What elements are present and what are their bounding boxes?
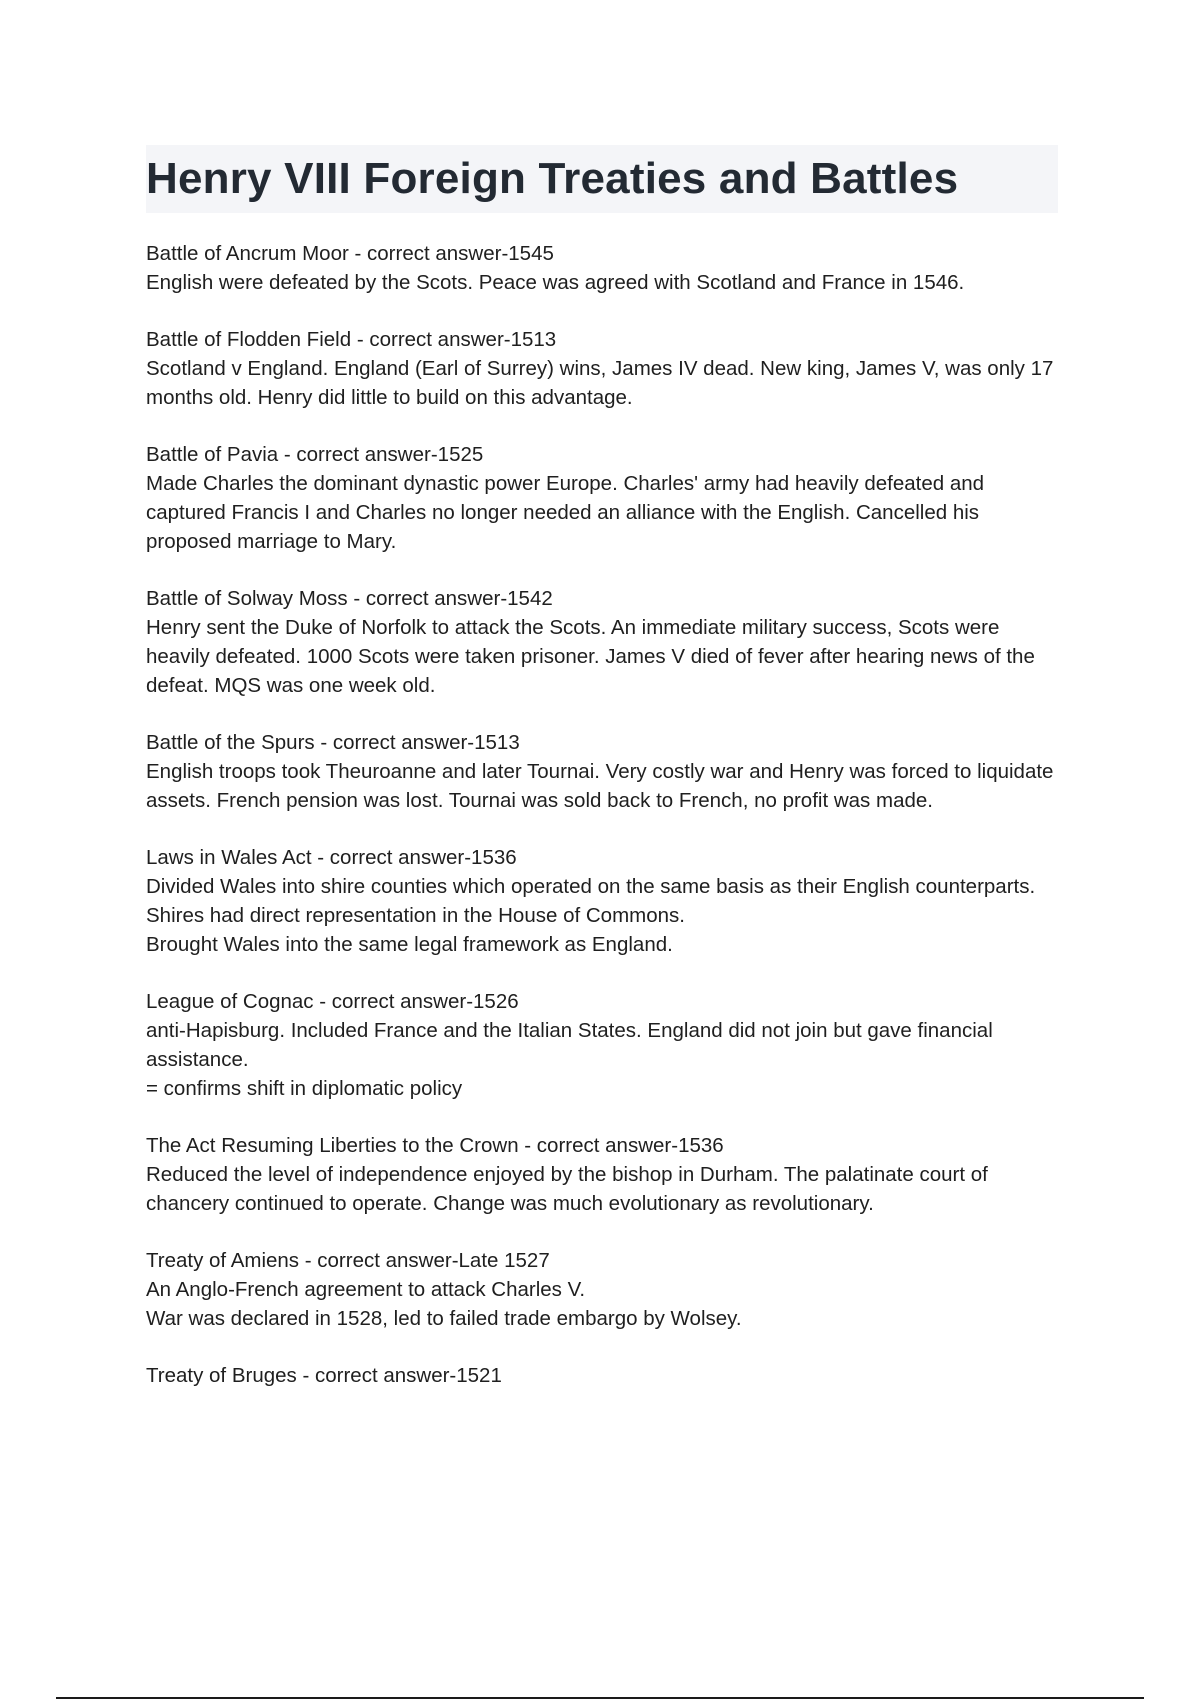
entry-list <box>146 239 1058 1390</box>
flashcard-entry <box>146 1361 1058 1390</box>
flashcard-entry <box>146 987 1058 1103</box>
entry-answer-line: anti-Hapisburg. Included France and the Italian States. England did not join but gave financial assistance. <box>146 1019 993 1071</box>
entry-answer-line: Reduced the level of independence enjoyed by the bishop in Durham. The palatinate court of chancery continued to operate. Change was much evolutionary as revolutionary. <box>146 1163 988 1215</box>
flashcard-entry <box>146 440 1058 556</box>
flashcard-entry <box>146 843 1058 959</box>
entry-heading: Battle of the Spurs - correct answer-1513 <box>146 731 520 754</box>
entry-answer-line: Shires had direct representation in the House of Commons. <box>146 904 685 927</box>
entry-answer-line: English were defeated by the Scots. Peace was agreed with Scotland and France in 1546. <box>146 271 965 294</box>
entry-heading: Battle of Solway Moss - correct answer-1542 <box>146 587 553 610</box>
title-band <box>146 145 1058 213</box>
entry-answer-line: An Anglo-French agreement to attack Charles V. <box>146 1278 586 1301</box>
flashcard-entry <box>146 325 1058 412</box>
entry-answer-line: Made Charles the dominant dynastic power Europe. Charles' army had heavily defeated and captured Francis I and Charles no longer needed an alliance with the English. Cancelled his proposed marriage to Mary. <box>146 472 985 553</box>
entry-heading: Battle of Flodden Field - correct answer-1513 <box>146 328 557 351</box>
entry-answer-line: English troops took Theuroanne and later Tournai. Very costly war and Henry was forced to liquidate assets. French pension was lost. Tournai was sold back to French, no profit was made. <box>146 760 1054 812</box>
entry-heading: The Act Resuming Liberties to the Crown - correct answer-1536 <box>146 1134 724 1157</box>
entry-answer-line: Henry sent the Duke of Norfolk to attack the Scots. An immediate military success, Scots were heavily defeated. 1000 Scots were taken prisoner. James V died of fever after hearing news of the defeat. MQS was one week old. <box>146 616 1035 697</box>
entry-answer-line: Divided Wales into shire counties which operated on the same basis as their English counterparts. <box>146 875 1036 898</box>
entry-heading: Battle of Ancrum Moor - correct answer-1545 <box>146 242 554 265</box>
entry-heading: Laws in Wales Act - correct answer-1536 <box>146 846 517 869</box>
footer-divider <box>56 1697 1144 1699</box>
entry-heading: League of Cognac - correct answer-1526 <box>146 990 519 1013</box>
entry-answer-line: = confirms shift in diplomatic policy <box>146 1077 463 1100</box>
page-title: Henry VIII Foreign Treaties and Battles <box>146 154 959 203</box>
entry-heading: Treaty of Bruges - correct answer-1521 <box>146 1364 502 1387</box>
flashcard-entry <box>146 239 1058 297</box>
entry-answer-line: War was declared in 1528, led to failed trade embargo by Wolsey. <box>146 1307 742 1330</box>
flashcard-entry <box>146 728 1058 815</box>
flashcard-entry <box>146 584 1058 700</box>
flashcard-entry <box>146 1246 1058 1333</box>
entry-answer-line: Scotland v England. England (Earl of Surrey) wins, James IV dead. New king, James V, was only 17 months old. Henry did little to build on this advantage. <box>146 357 1054 409</box>
entry-heading: Battle of Pavia - correct answer-1525 <box>146 443 484 466</box>
entry-answer-line: Brought Wales into the same legal framework as England. <box>146 933 673 956</box>
document-page <box>146 145 1058 1418</box>
entry-heading: Treaty of Amiens - correct answer-Late 1527 <box>146 1249 550 1272</box>
flashcard-entry <box>146 1131 1058 1218</box>
